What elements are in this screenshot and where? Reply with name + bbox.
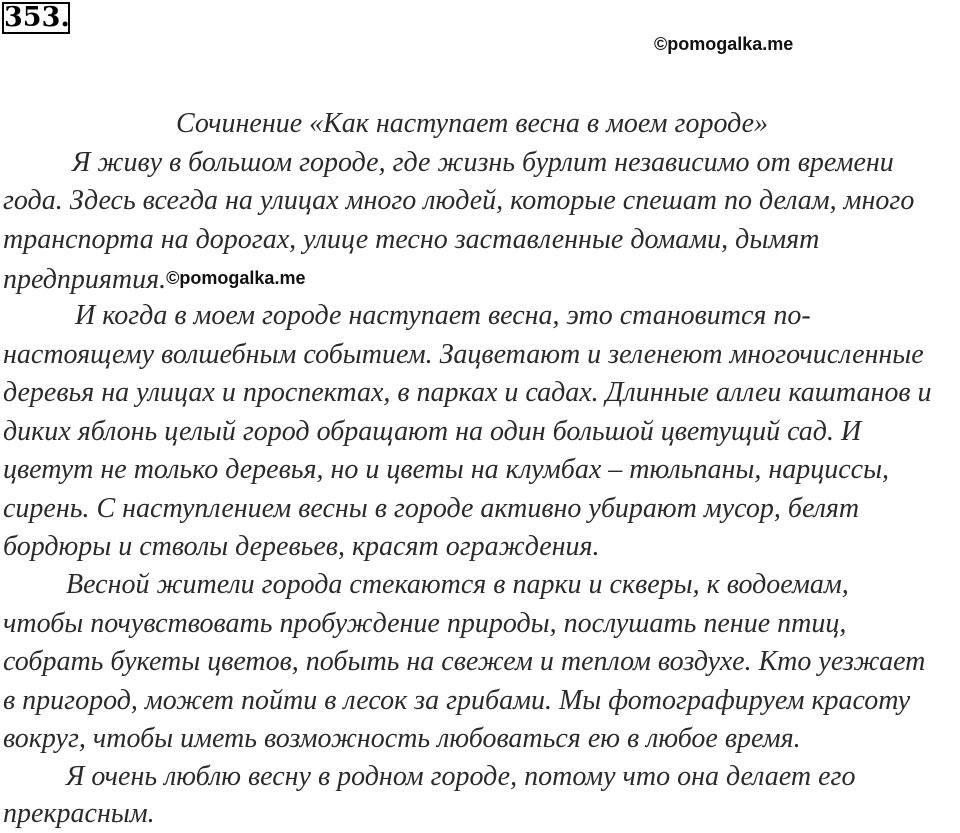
essay-title: Сочинение «Как наступает весна в моем городе» [176, 108, 769, 139]
text-line: Весной жители города стекаются в парки и скверы, к водоемам, [66, 569, 849, 600]
text-line-segment: предприятия. [3, 264, 167, 295]
text-line: Я живу в большом городе, где жизнь бурлит независимо от времени [72, 147, 894, 178]
text-line: в пригород, может пойти в лесок за грибами. Мы фотографируем красоту [3, 685, 911, 716]
text-line: И когда в моем городе наступает весна, это становится по- [75, 300, 811, 331]
watermark-inline: ©pomogalka.me [166, 268, 306, 288]
watermark-top: ©pomogalka.me [654, 34, 794, 54]
text-line: транспорта на дорогах, улице тесно заставленные домами, дымят [3, 224, 820, 255]
text-line: бордюры и стволы деревьев, красят ограждения. [3, 531, 600, 562]
text-line: прекрасным. [3, 798, 155, 829]
text-line: года. Здесь всегда на улицах много людей, которые спешат по делам, много [3, 185, 915, 216]
text-line: деревья на улицах и проспектах, в парках и садах. Длинные аллеи каштанов и [3, 377, 932, 408]
exercise-number: 353. [4, 2, 70, 33]
text-line: диких яблонь целый город обращают на один большой цветущий сад. И [3, 416, 862, 447]
text-line: чтобы почувствовать пробуждение природы, послушать пение птиц, [3, 608, 847, 639]
text-line: вокруг, чтобы иметь возможность любоваться ею в любое время. [3, 723, 801, 754]
text-line: цветут не только деревья, но и цветы на клумбах – тюльпаны, нарциссы, [3, 454, 890, 485]
text-line [3, 259, 305, 299]
text-line: собрать букеты цветов, побыть на свежем и теплом воздухе. Кто уезжает [3, 646, 926, 677]
text-line: Я очень люблю весну в родном городе, потому что она делает его [66, 761, 856, 792]
text-line: сирень. С наступлением весны в городе активно убирают мусор, белят [3, 493, 860, 524]
text-line: настоящему волшебным событием. Зацветают и зеленеют многочисленные [3, 339, 924, 370]
